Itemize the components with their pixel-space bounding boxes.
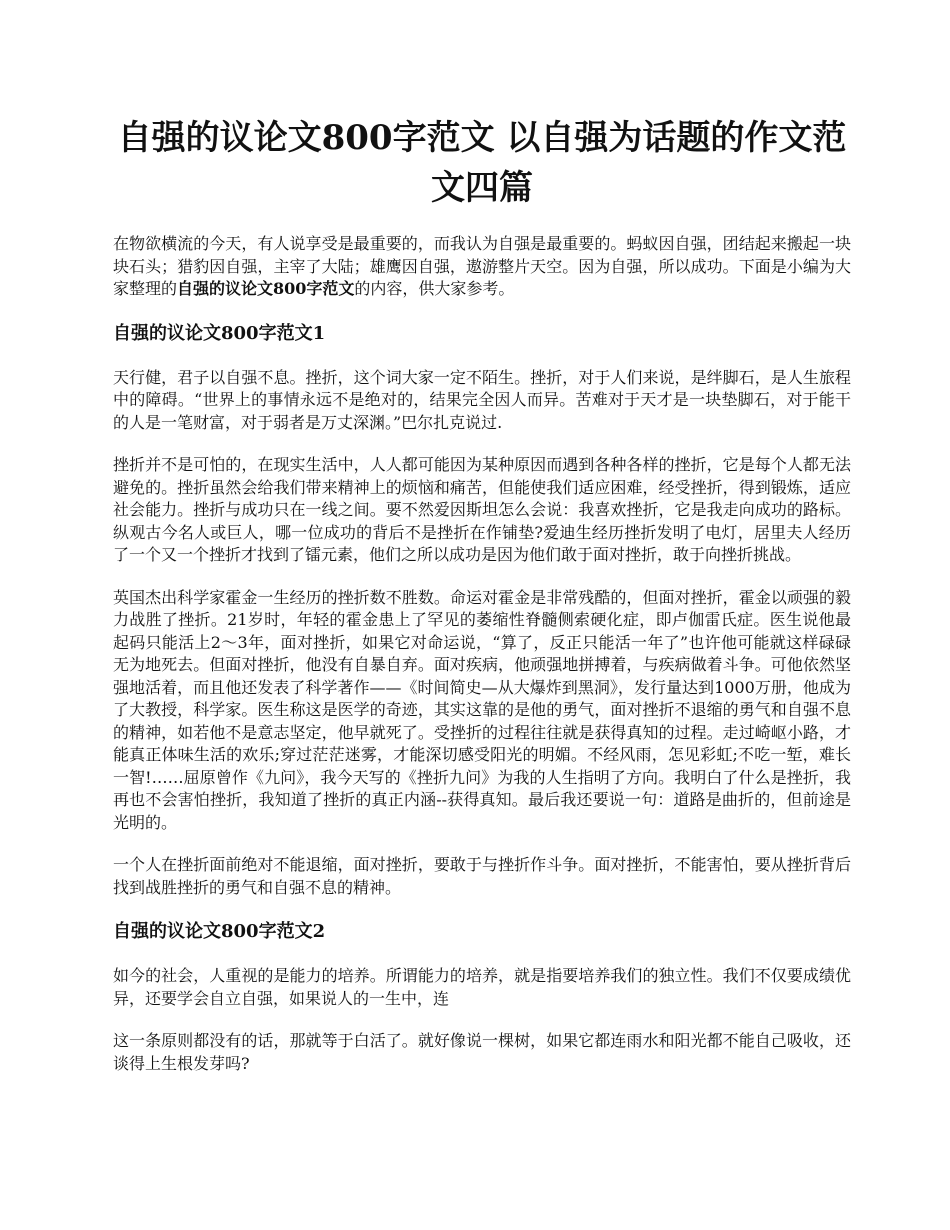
essay-section-2: [113, 919, 851, 1075]
essay-section-1: [113, 321, 851, 900]
intro-paragraph: [113, 233, 851, 301]
intro-text-end: 的内容，供大家参考。: [354, 279, 515, 298]
section-heading: 自强的议论文800字范文2: [113, 921, 326, 942]
body-paragraph: 挫折并不是可怕的，在现实生活中，人人都可能因为某种原因而遇到各种各样的挫折，它是每个人都无法避免的。挫折虽然会给我们带来精神上的烦恼和痛苦，但能使我们适应困难，经受挫折，得到锻炼，适应社会能力。挫折与成功只在一线之间。要不然爱因斯坦怎么会说：我喜欢挫折，它是我走向成功的路标。纵观古今名人或巨人，哪一位成功的背后不是挫折在作铺垫?爱迪生经历挫折发明了电灯，居里夫人经历了一个又一个挫折才找到了镭元素，他们之所以成功是因为他们敢于面对挫折，敢于向挫折挑战。: [113, 455, 851, 564]
body-paragraph: 如今的社会，人重视的是能力的培养。所谓能力的培养，就是指要培养我们的独立性。我们不仅要成绩优异，还要学会自立自强，如果说人的一生中，连: [113, 966, 851, 1008]
intro-bold-text: 自强的议论文800字范文: [177, 279, 355, 298]
intro-text: 在物欲横流的今天，有人说享受是最重要的，而我认为自强是最重要的。蚂蚁因自强，团结起来搬起一块块石头；猎豹因自强，主宰了大陆；雄鹰因自强，遨游整片天空。因为自强，所以成功。下面是小编为大家整理的: [113, 234, 851, 298]
section-heading: 自强的议论文800字范文1: [113, 322, 326, 344]
body-paragraph: 英国杰出科学家霍金一生经历的挫折数不胜数。命运对霍金是非常残酷的，但面对挫折，霍金以顽强的毅力战胜了挫折。21岁时，年轻的霍金患上了罕见的萎缩性脊髓侧索硬化症，即卢伽雷氏症。医生说他最起码只能活上2～3年，面对挫折，如果它对命运说，“算了，反正只能活一年了”也许他可能就这样碌碌无为地死去。但面对挫折，他没有自暴自弃。面对疾病，他顽强地拼搏着，与疾病做着斗争。可他依然坚强地活着，而且他还发表了科学著作——《时间简史—从大爆炸到黑洞》，发行量达到1000万册，他成为了大教授，科学家。医生称这是医学的奇迹，其实这靠的是他的勇气，面对挫折不退缩的勇气和自强不息的精神，如若他不是意志坚定，他早就死了。受挫折的过程往往就是获得真知的过程。走过崎岖小路，才能真正体味生活的欢乐;穿过茫茫迷雾，才能深切感受阳光的明媚。不经风雨，怎见彩虹;不吃一堑，难长一智!……屈原曾作《九问》，我今天写的《挫折九问》为我的人生指明了方向。我明白了什么是挫折，我再也不会害怕挫折，我知道了挫折的真正内涵--获得真知。最后我还要说一句：道路是曲折的，但前途是光明的。: [113, 587, 851, 832]
document-title: 自强的议论文800字范文 以自强为话题的作文范文四篇: [117, 118, 847, 208]
document-page: [113, 113, 851, 1095]
body-paragraph: 这一条原则都没有的话，那就等于白活了。就好像说一棵树，如果它都连雨水和阳光都不能自己吸收，还谈得上生根发芽吗?: [113, 1031, 851, 1073]
body-paragraph: 天行健，君子以自强不息。挫折，这个词大家一定不陌生。挫折，对于人们来说，是绊脚石，是人生旅程中的障碍。“世界上的事情永远不是绝对的，结果完全因人而异。苦难对于天才是一块垫脚石，对于能干的人是一笔财富，对于弱者是万丈深渊。”巴尔扎克说过.: [113, 367, 851, 432]
body-paragraph: 一个人在挫折面前绝对不能退缩，面对挫折，要敢于与挫折作斗争。面对挫折，不能害怕，要从挫折背后找到战胜挫折的勇气和自强不息的精神。: [113, 855, 851, 897]
